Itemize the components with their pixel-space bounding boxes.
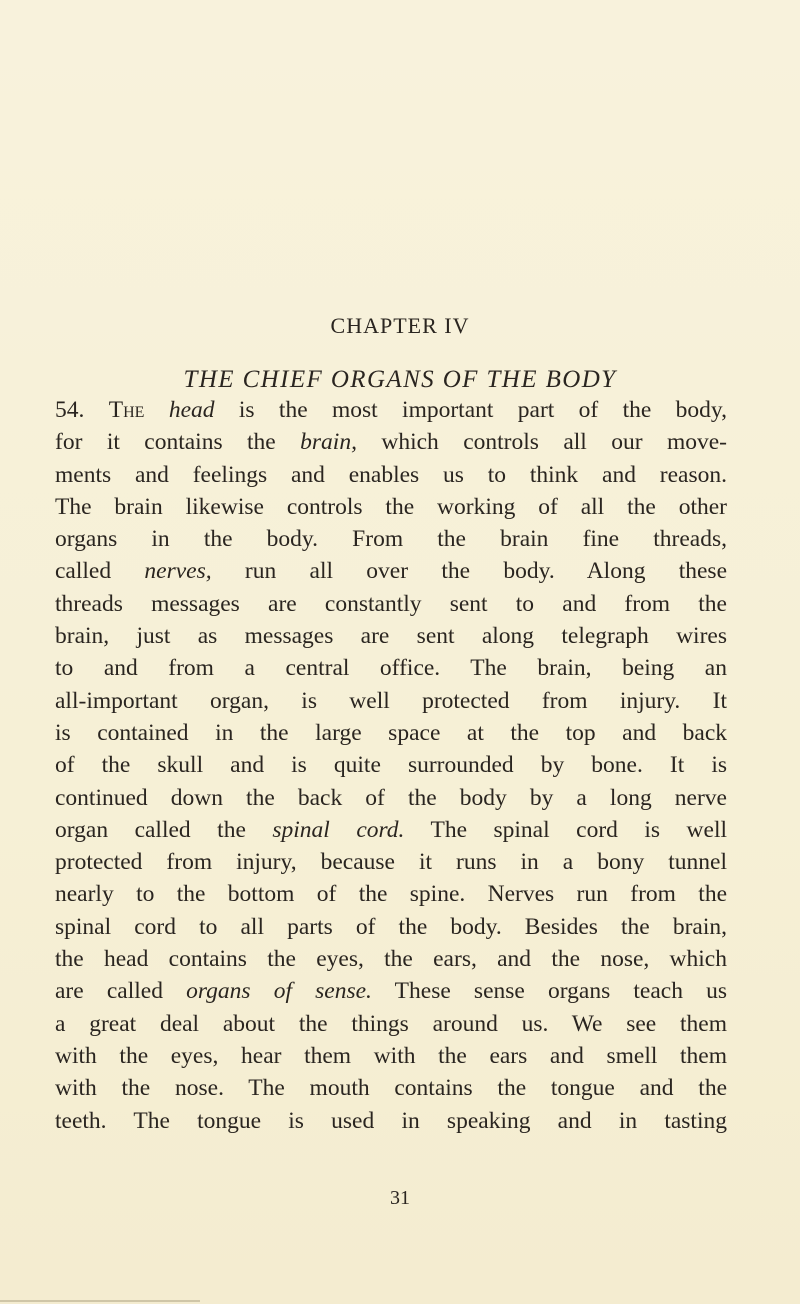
text-line: The brain likewise controls the working of all the other [55,493,727,520]
text-line [55,814,727,846]
chapter-heading [0,313,800,339]
text-line [55,555,727,587]
text-line: threads messages are constantly sent to and from the [55,590,727,617]
line-text: which controls all our move- [381,429,728,456]
paragraph-number: 54. [55,397,85,423]
text-line: protected from injury, because it runs in a bony tunnel [55,849,727,876]
line-text: is the most important part of the body, [238,397,728,423]
text-line: ments and feelings and enables us to think and reason. [55,461,727,488]
text-line: the head contains the eyes, the ears, and the nose, which [55,946,727,973]
lead-word: The [108,397,145,423]
emphasis-term: head [168,397,215,423]
text-line: is contained in the large space at the top and back [55,719,727,746]
text-line: all-important organ, is well protected from injury. It [55,687,727,714]
text-line [55,394,727,426]
page-edge-divider [0,1300,200,1302]
line-text: These sense organs teach us [394,978,727,1005]
text-line: a great deal about the things around us. We see them [55,1010,727,1037]
text-line: with the eyes, hear them with the ears and smell them [55,1042,727,1069]
chapter-number: CHAPTER IV [330,313,470,338]
paragraph-54 [55,394,727,1137]
line-text: run all over the body. Along these [244,558,728,585]
line-text: called [55,558,112,585]
emphasis-term: organs of sense. [186,978,372,1005]
chapter-title: THE CHIEF ORGANS OF THE BODY [183,366,617,393]
text-line: nearly to the bottom of the spine. Nerves run from the [55,881,727,908]
text-line: spinal cord to all parts of the body. Besides the brain, [55,913,727,940]
emphasis-term: nerves, [144,558,212,585]
line-text: organ called the [55,816,246,843]
text-line: brain, just as messages are sent along telegraph wires [55,623,727,650]
text-line [55,975,727,1007]
page-number: 31 [390,1187,410,1209]
text-line [55,426,727,458]
text-line: with the nose. The mouth contains the tongue and the [55,1075,727,1102]
line-text: are called [55,978,163,1005]
emphasis-term: spinal cord. [272,816,405,843]
line-text: The spinal cord is well [430,816,728,843]
text-line: continued down the back of the body by a long nerve [55,784,727,811]
text-line: to and from a central office. The brain, being an [55,655,727,682]
text-line: organs in the body. From the brain fine threads, [55,526,727,553]
emphasis-term: brain, [300,429,357,456]
text-line: of the skull and is quite surrounded by bone. It is [55,752,727,779]
text-line: teeth. The tongue is used in speaking and in tasting [55,1107,727,1134]
line-text: for it contains the [55,429,276,456]
